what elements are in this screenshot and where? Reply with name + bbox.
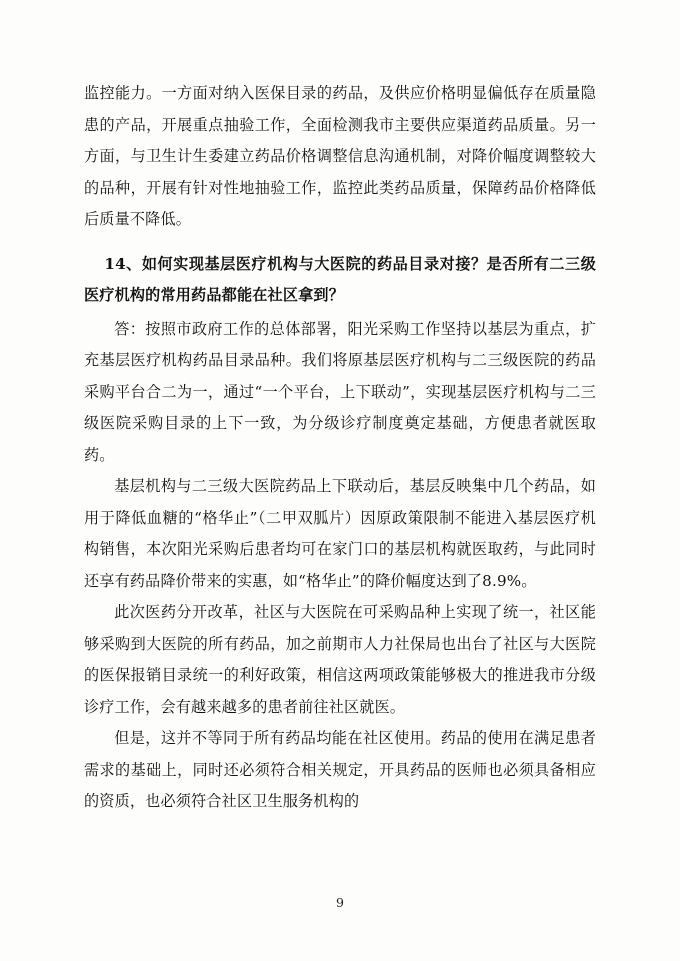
paragraph-answer-4: 但是，这并不等同于所有药品均能在社区使用。药品的使用在满足患者需求的基础上，同时还必须符合相关规定，开具药品的医师也必须具备相应的资质，也必须符合社区卫生服务机构的 xyxy=(84,729,596,810)
page-number: 9 xyxy=(336,895,344,910)
paragraph-answer-3: 此次医药分开改革，社区与大医院在可采购品种上实现了统一，社区能够采购到大医院的所有药品，加之前期市人力社保局也出台了社区与大医院的医保报销目录统一的利好政策，相信这两项政策能够极大的推进我市分级诊疗工作，会有越来越多的患者前往社区就医。 xyxy=(84,603,596,716)
paragraph-answer-2: 基层机构与二三级大医院药品上下联动后，基层反映集中几个药品，如用于降低血糖的“格华止”（二甲双胍片）因原政策限制不能进入基层医疗机构销售，本次阳光采购后患者均可在家门口的基层机构就医取药，与此同时还享有药品降价带来的实惠，如“格华止”的降价幅度达到了8.9%。 xyxy=(84,477,596,590)
page-content xyxy=(84,78,596,818)
question-heading-14: 14、如何实现基层医疗机构与大医院的药品目录对接？是否所有二三级医疗机构的常用药品都能在社区拿到？ xyxy=(84,254,596,304)
paragraph-answer-1: 答：按照市政府工作的总体部署，阳光采购工作坚持以基层为重点，扩充基层医疗机构药品目录品种。我们将原基层医疗机构与二三级医院的药品采购平台合二为一，通过“一个平台，上下联动”，实现基层医疗机构与二三级医院采购目录的上下一致，为分级诊疗制度奠定基础，方便患者就医取药。 xyxy=(84,319,596,464)
paragraph-monitoring-capacity: 监控能力。一方面对纳入医保目录的药品，及供应价格明显偏低存在质量隐患的产品，开展重点抽验工作，全面检测我市主要供应渠道药品质量。另一方面，与卫生计生委建立药品价格调整信息沟通机制，对降价幅度调整较大的品种，开展有针对性地抽验工作，监控此类药品质量，保障药品价格降低后质量不降低。 xyxy=(84,84,596,228)
